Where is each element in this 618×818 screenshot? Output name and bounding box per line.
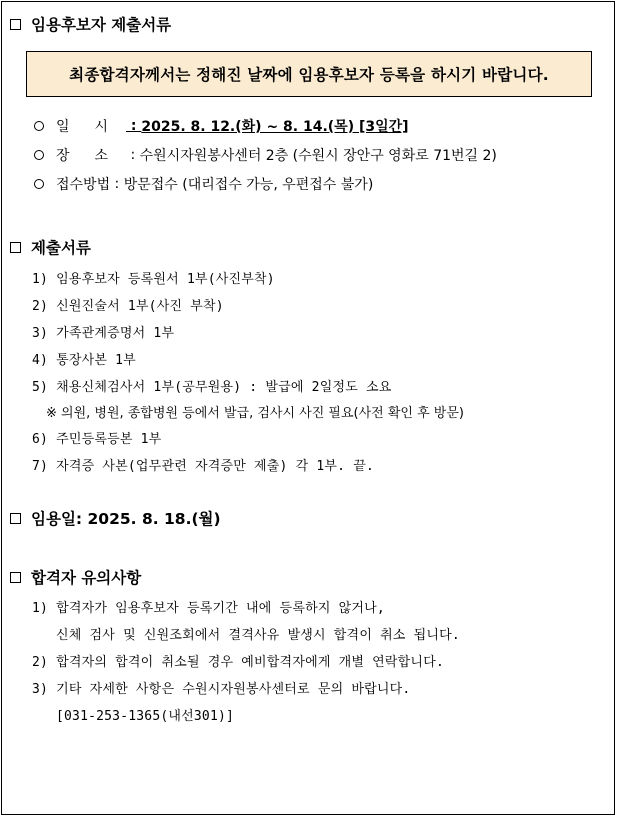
doc-item: 4) 통장사본 1부	[32, 353, 136, 368]
info-row-place	[34, 145, 497, 165]
checkbox-square-icon	[10, 242, 21, 253]
doc-note: ※ 의원, 병원, 종합병원 등에서 발급, 검사시 사진 필요(사전 확인 후 방문)	[46, 406, 464, 421]
info-sep: :	[126, 118, 142, 134]
circle-bullet-icon	[34, 121, 44, 131]
info-label: 접수방법	[56, 177, 111, 193]
doc-item: 3) 가족관계증명서 1부	[32, 326, 175, 341]
circle-bullet-icon	[34, 150, 44, 160]
info-row-method	[34, 174, 373, 194]
info-row-schedule	[34, 116, 409, 136]
precaution-line: 2) 합격자의 합격이 취소될 경우 예비합격자에게 개별 연락합니다.	[32, 655, 444, 670]
notice-text: 최종합격자께서는 정해진 날짜에 임용후보자 등록을 하시기 바랍니다.	[69, 66, 549, 84]
doc-item: 6) 주민등록등본 1부	[32, 432, 162, 447]
info-value-method: 방문접수 (대리접수 가능, 우편접수 불가)	[123, 177, 374, 193]
contact-number: [031-253-1365(내선301)]	[56, 709, 235, 724]
doc-item: 2) 신원진술서 1부(사진 부착)	[32, 299, 224, 314]
section-heading-documents	[10, 236, 91, 258]
doc-item: 5) 채용신체검사서 1부(공무원용) : 발급에 2일정도 소요	[32, 380, 392, 395]
info-sep: :	[110, 176, 124, 192]
section-heading-submission	[10, 13, 171, 35]
precaution-line: 1) 합격자가 임용후보자 등록기간 내에 등록하지 않거나,	[32, 601, 385, 616]
section-title: 임용일: 2025. 8. 18.(월)	[31, 510, 221, 528]
doc-item: 7) 자격증 사본(업무관련 자격증만 제출) 각 1부. 끝.	[32, 459, 375, 474]
circle-bullet-icon	[34, 179, 44, 189]
section-heading-appointment-date	[10, 507, 221, 529]
precaution-line: 3) 기타 자세한 사항은 수원시자원봉사센터로 문의 바랍니다.	[32, 682, 411, 697]
precaution-line: 신체 검사 및 신원조회에서 결격사유 발생시 합격이 취소 됩니다.	[56, 628, 460, 643]
info-sep: :	[126, 147, 140, 163]
info-label: 장 소	[56, 148, 108, 164]
section-title: 제출서류	[31, 239, 91, 257]
checkbox-square-icon	[10, 19, 21, 30]
section-title: 임용후보자 제출서류	[31, 16, 172, 34]
notice-box	[26, 51, 592, 97]
doc-item: 1) 임용후보자 등록원서 1부(사진부착)	[32, 272, 275, 287]
checkbox-square-icon	[10, 572, 21, 583]
info-value-place: 수원시자원봉사센터 2층 (수원시 장안구 영화로 71번길 2)	[139, 148, 497, 164]
info-value-date: 2025. 8. 12.(화) ~ 8. 14.(목) [3일간]	[141, 119, 409, 135]
checkbox-square-icon	[10, 513, 21, 524]
section-title: 합격자 유의사항	[31, 569, 142, 587]
section-heading-precautions	[10, 566, 141, 588]
info-label: 일 시	[56, 119, 108, 135]
